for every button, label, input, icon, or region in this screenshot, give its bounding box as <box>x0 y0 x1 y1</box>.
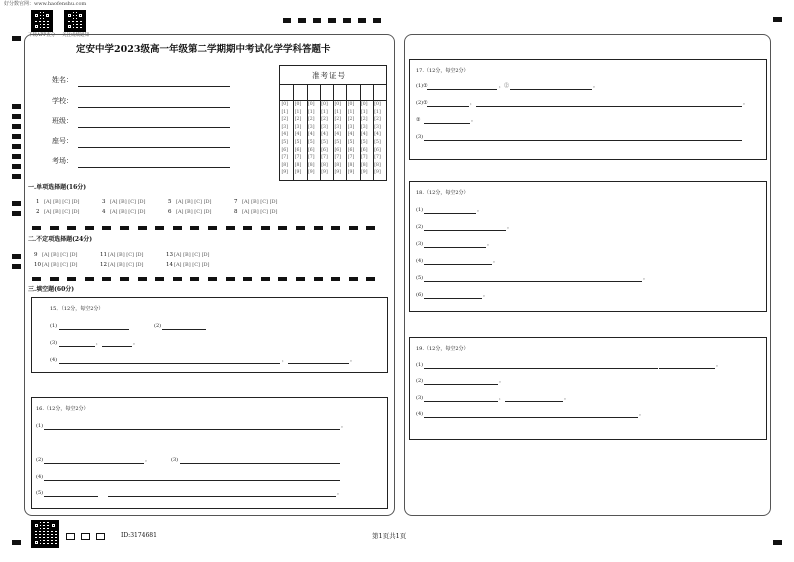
q18-label-1: (1) <box>416 207 424 213</box>
exam-id-bubble[interactable]: [5] <box>294 140 302 145</box>
q17-answer-2b[interactable] <box>476 106 742 107</box>
choice-options[interactable]: [A] [B] [C] [D] <box>110 199 146 205</box>
q16-answer-4[interactable] <box>44 480 340 481</box>
q19-answer-1b[interactable] <box>659 368 715 369</box>
exam-id-bubble[interactable]: [9] <box>281 170 289 176</box>
exam-id-bubble[interactable]: [0] <box>334 102 342 107</box>
exam-id-bubble[interactable]: [0] <box>361 102 368 107</box>
choice-options[interactable]: [A] [B] [C] [D] <box>174 262 210 268</box>
q15-answer-2[interactable] <box>162 329 206 330</box>
q18-answer-1[interactable] <box>424 213 476 214</box>
field-label-room: 考场： <box>52 157 73 165</box>
exam-id-bubble[interactable]: [7] <box>334 155 342 161</box>
exam-id-bubble[interactable]: [6] <box>334 147 342 153</box>
exam-id-bubble[interactable]: [9] <box>374 170 381 176</box>
qr-left-caption: 下载APP查分 <box>28 33 56 38</box>
q19-label-4: (4) <box>416 411 424 417</box>
choice-number: 6 <box>168 209 172 215</box>
q15-answer-4b[interactable] <box>288 363 349 364</box>
q19-answer-3b[interactable] <box>505 401 563 402</box>
q16-dot-2: 。 <box>145 457 151 463</box>
choice-options[interactable]: [A] [B] [C] [D] <box>42 262 78 268</box>
exam-id-bubble[interactable]: [8] <box>374 162 381 168</box>
exam-id-bubble[interactable]: [5] <box>308 140 315 145</box>
section2-title: 二.不定项选择题(24分) <box>28 236 93 243</box>
exam-id-bubble[interactable]: [2] <box>321 117 328 123</box>
exam-id-bubble[interactable]: [5] <box>281 140 289 145</box>
exam-id-bubble[interactable]: [2] <box>347 117 355 123</box>
exam-id-bubble[interactable]: [7] <box>294 155 302 161</box>
q15-answer-3b[interactable] <box>102 346 132 347</box>
exam-id-bubble[interactable]: [9] <box>347 170 355 176</box>
field-label-seat: 座号： <box>52 137 73 145</box>
field-label-class: 班级： <box>52 117 73 125</box>
q15-label-4: (4) <box>50 357 58 363</box>
exam-id-bubble[interactable]: [6] <box>374 147 381 153</box>
q17-comma-2: ， <box>470 100 476 106</box>
exam-id-bubble[interactable]: [4] <box>374 132 381 138</box>
choice-options[interactable]: [A] [B] [C] [D] <box>110 209 146 215</box>
exam-id-bubble[interactable]: [8] <box>308 162 315 168</box>
q19-answer-2[interactable] <box>424 384 498 385</box>
q16-box <box>31 397 388 509</box>
q18-label-3: (3) <box>416 241 424 247</box>
q17-label-1: (1)① <box>416 83 428 89</box>
student-info-block <box>28 65 280 180</box>
exam-id-bubble[interactable]: [5] <box>321 140 328 145</box>
exam-id-bubble[interactable]: [5] <box>361 140 368 145</box>
exam-id-bubble[interactable]: [6] <box>347 147 355 153</box>
q19-label-3: (3) <box>416 395 424 401</box>
q17-label-4: (3) <box>416 134 424 140</box>
q16-label-2: (2) <box>36 457 44 463</box>
q16-answer-2[interactable] <box>44 463 144 464</box>
q19-dot-3: 。 <box>564 395 570 401</box>
exam-id-bubble[interactable]: [6] <box>308 147 315 153</box>
exam-id-bubble[interactable]: [7] <box>321 155 328 161</box>
q18-label-6: (6) <box>416 292 424 298</box>
exam-id-bubble[interactable]: [2] <box>361 117 368 123</box>
exam-id-bubble[interactable]: [9] <box>334 170 342 176</box>
q15-answer-1[interactable] <box>59 329 129 330</box>
exam-id-bubble[interactable]: [3] <box>308 124 315 130</box>
choice-options[interactable]: [A] [B] [C] [D] <box>44 209 80 215</box>
q19-label-1: (1) <box>416 362 424 368</box>
exam-id-bubble[interactable]: [3] <box>294 124 302 130</box>
q15-box <box>31 297 388 373</box>
q19-label-2: (2) <box>416 378 424 384</box>
exam-id-bubble[interactable]: [0] <box>308 102 315 107</box>
note-checkbox[interactable] <box>96 533 105 540</box>
q17-answer-1b[interactable] <box>510 89 592 90</box>
exam-id-bubble[interactable]: [8] <box>281 162 289 168</box>
qr-right-caption: 关注成绩通知 <box>62 33 89 38</box>
exam-id-title: 准考证号 <box>312 71 346 80</box>
exam-id-bubble[interactable]: [7] <box>308 155 315 161</box>
exam-id-bubble[interactable]: [7] <box>361 155 368 161</box>
q17-label-3: ② <box>416 117 421 123</box>
q17-dot-1: 。 <box>593 83 599 89</box>
exam-id-bubble[interactable]: [0] <box>294 102 302 107</box>
q18-dot-5: 。 <box>643 275 649 281</box>
q16-dot-1: 。 <box>341 423 347 429</box>
site-url-text: 好分数官网：www.haofenshu.com <box>4 1 87 7</box>
app-qr-code <box>31 10 53 32</box>
q16-label-1: (1) <box>36 423 44 429</box>
exam-id-bubble[interactable]: [2] <box>334 117 342 123</box>
exam-id-bubble[interactable]: [4] <box>334 132 342 138</box>
choice-options[interactable]: [A] [B] [C] [D] <box>176 209 212 215</box>
q15-label-2: (2) <box>154 323 162 329</box>
exam-id-bubble[interactable]: [5] <box>334 140 342 145</box>
q16-label-5: (5) <box>36 490 44 496</box>
choice-number: 11 <box>100 252 107 258</box>
exam-id-bubble[interactable]: [2] <box>374 117 381 123</box>
q18-answer-2[interactable] <box>424 230 506 231</box>
exam-id-bubble[interactable]: [9] <box>361 170 368 176</box>
choice-options[interactable]: [A] [B] [C] [D] <box>176 199 212 205</box>
exam-id-bubble[interactable]: [4] <box>361 132 368 138</box>
exam-id-bubble[interactable]: [3] <box>347 124 355 130</box>
sheet-title: 定安中学2023级高一年级第二学期期中考试化学学科答题卡 <box>76 44 331 55</box>
q15-label-3: (3) <box>50 340 58 346</box>
exam-id-bubble[interactable]: [1] <box>374 109 381 115</box>
exam-id-bubble[interactable]: [0] <box>281 102 289 107</box>
q19-answer-4[interactable] <box>424 417 638 418</box>
exam-id-bubble[interactable]: [1] <box>281 109 289 115</box>
exam-id-bubble[interactable]: [4] <box>321 132 328 138</box>
q16-answer-5b[interactable] <box>108 496 336 497</box>
field-line-class[interactable] <box>78 127 230 128</box>
choice-options[interactable]: [A] [B] [C] [D] <box>242 199 278 205</box>
choice-options[interactable]: [A] [B] [C] [D] <box>42 252 78 258</box>
q19-comma-3: ， <box>499 395 505 401</box>
q15-dot-4: 。 <box>350 357 356 363</box>
choice-options[interactable]: [A] [B] [C] [D] <box>108 252 144 258</box>
q17-answer-1a[interactable] <box>427 89 497 90</box>
field-label-name: 姓名： <box>52 76 73 84</box>
choice-number: 10 <box>34 262 41 268</box>
page-number-text: 第1页共1页 <box>372 532 407 540</box>
exam-id-bubble[interactable]: [6] <box>294 147 302 153</box>
exam-id-bubble[interactable]: [4] <box>308 132 315 138</box>
q18-dot-4: 。 <box>493 258 499 264</box>
q18-dot-1: 。 <box>477 207 483 213</box>
choice-number: 1 <box>36 199 40 205</box>
exam-id-bubble[interactable]: [8] <box>294 162 302 168</box>
choice-number: 2 <box>36 209 40 215</box>
sheet-qr-code <box>31 520 59 548</box>
q15-comma-4: ， <box>282 357 288 363</box>
q15-dot-3: 。 <box>133 340 139 346</box>
exam-id-bubble[interactable]: [1] <box>308 109 315 115</box>
q17-dot-2: 。 <box>743 100 749 106</box>
exam-id-bubble[interactable]: [4] <box>281 132 289 138</box>
exam-id-bubble[interactable]: [1] <box>321 109 328 115</box>
exam-id-bubble[interactable]: [2] <box>281 117 289 123</box>
q19-dot-4: 。 <box>639 411 645 417</box>
exam-id-bubble[interactable]: [1] <box>361 109 368 115</box>
choice-number: 3 <box>102 199 106 205</box>
q16-label-4: (4) <box>36 474 44 480</box>
exam-id-bubble[interactable]: [7] <box>281 155 289 161</box>
field-label-school: 学校： <box>52 97 73 105</box>
q17-box <box>409 59 767 160</box>
field-line-room[interactable] <box>78 167 230 168</box>
exam-id-bubble[interactable]: [1] <box>334 109 342 115</box>
choice-number: 8 <box>234 209 238 215</box>
q15-title: 15．（12分，每空2分） <box>50 306 104 312</box>
choice-options[interactable]: [A] [B] [C] [D] <box>174 252 210 258</box>
q15-comma-3: ， <box>96 340 102 346</box>
q18-box <box>409 181 767 312</box>
choice-number: 12 <box>100 262 107 268</box>
exam-id-grid <box>279 65 387 181</box>
q17-answer-3[interactable] <box>424 123 470 124</box>
exam-id-bubble[interactable]: [8] <box>321 162 328 168</box>
q17-title: 17.（12分，每空2分） <box>416 68 469 74</box>
exam-id-bubble[interactable]: [3] <box>321 124 328 130</box>
choice-number: 4 <box>102 209 106 215</box>
choice-number: 14 <box>166 262 173 268</box>
exam-id-bubble[interactable]: [0] <box>321 102 328 107</box>
q16-title: 16.（12分，每空2分） <box>36 406 89 412</box>
q19-dot-2: 。 <box>499 378 505 384</box>
q17-label-2: (2)① <box>416 100 428 106</box>
q17-label-1b: ，② <box>499 83 510 89</box>
q18-answer-4[interactable] <box>424 264 492 265</box>
field-line-name[interactable] <box>78 86 230 87</box>
exam-id-bubble[interactable]: [3] <box>334 124 342 130</box>
q18-answer-5[interactable] <box>424 281 642 282</box>
q16-answer-1[interactable] <box>44 429 340 430</box>
exam-id-bubble[interactable]: [2] <box>308 117 315 123</box>
exam-id-bubble[interactable]: [6] <box>361 147 368 153</box>
q16-label-3: (3) <box>171 457 179 463</box>
exam-id-bubble[interactable]: [9] <box>321 170 328 176</box>
exam-id-bubble[interactable]: [5] <box>347 140 355 145</box>
wechat-qr-code <box>64 10 86 32</box>
violation-checkbox[interactable] <box>81 533 90 540</box>
exam-id-bubble[interactable]: [3] <box>281 124 289 130</box>
q18-dot-2: 。 <box>507 224 513 230</box>
exam-id-bubble[interactable]: [6] <box>321 147 328 153</box>
exam-id-bubble[interactable]: [8] <box>334 162 342 168</box>
q18-dot-3: 。 <box>487 241 493 247</box>
sheet-id-text: ID:3174681 <box>121 532 157 539</box>
q18-title: 18.（12分，每空2分） <box>416 190 469 196</box>
field-line-seat[interactable] <box>78 147 230 148</box>
q17-dot-3: 。 <box>471 117 477 123</box>
exam-id-bubble[interactable]: [4] <box>294 132 302 138</box>
q19-dot-1: 。 <box>716 362 722 368</box>
q18-label-4: (4) <box>416 258 424 264</box>
exam-id-bubble[interactable]: [7] <box>347 155 355 161</box>
choice-number: 7 <box>234 199 238 205</box>
exam-id-bubble[interactable]: [5] <box>374 140 381 145</box>
exam-id-bubble[interactable]: [2] <box>294 117 302 123</box>
q15-answer-3a[interactable] <box>59 346 95 347</box>
exam-id-bubble[interactable]: [4] <box>347 132 355 138</box>
choice-number: 9 <box>34 252 38 258</box>
q19-title: 19.（12分，每空2分） <box>416 346 469 352</box>
field-line-school[interactable] <box>78 107 230 108</box>
exam-id-bubble[interactable]: [9] <box>294 170 302 176</box>
q18-answer-6[interactable] <box>424 298 482 299</box>
exam-id-bubble[interactable]: [3] <box>374 124 381 130</box>
q18-label-2: (2) <box>416 224 424 230</box>
exam-id-bubble[interactable]: [0] <box>347 102 355 107</box>
choice-options[interactable]: [A] [B] [C] [D] <box>242 209 278 215</box>
q17-answer-4[interactable] <box>424 140 742 141</box>
absent-checkbox[interactable] <box>66 533 75 540</box>
q15-label-1: (1) <box>50 323 58 329</box>
choice-number: 5 <box>168 199 172 205</box>
exam-id-bubble[interactable]: [3] <box>361 124 368 130</box>
exam-id-bubble[interactable]: [7] <box>374 155 381 161</box>
q16-dot-5: 。 <box>337 490 343 496</box>
exam-id-bubble[interactable]: [9] <box>308 170 315 176</box>
exam-id-bubble[interactable]: [6] <box>281 147 289 153</box>
exam-id-bubble[interactable]: [1] <box>294 109 302 115</box>
choice-number: 13 <box>166 252 173 258</box>
section3-title: 三.填空题(60分) <box>28 286 75 293</box>
choice-options[interactable]: [A] [B] [C] [D] <box>108 262 144 268</box>
exam-id-bubble[interactable]: [8] <box>347 162 355 168</box>
q18-answer-3[interactable] <box>424 247 486 248</box>
q19-answer-3a[interactable] <box>424 401 498 402</box>
q16-answer-5a[interactable] <box>44 496 98 497</box>
exam-id-bubble[interactable]: [1] <box>347 109 355 115</box>
exam-id-bubble[interactable]: [0] <box>374 102 381 107</box>
section1-title: 一.单项选择题(16分) <box>28 184 87 191</box>
q16-answer-3[interactable] <box>180 463 340 464</box>
q18-label-5: (5) <box>416 275 424 281</box>
exam-id-bubble[interactable]: [8] <box>361 162 368 168</box>
choice-options[interactable]: [A] [B] [C] [D] <box>44 199 80 205</box>
q18-dot-6: 。 <box>483 292 489 298</box>
q19-box <box>409 337 767 440</box>
q15-answer-4a[interactable] <box>59 363 280 364</box>
q19-answer-1a[interactable] <box>424 368 658 369</box>
q17-answer-2a[interactable] <box>427 106 469 107</box>
